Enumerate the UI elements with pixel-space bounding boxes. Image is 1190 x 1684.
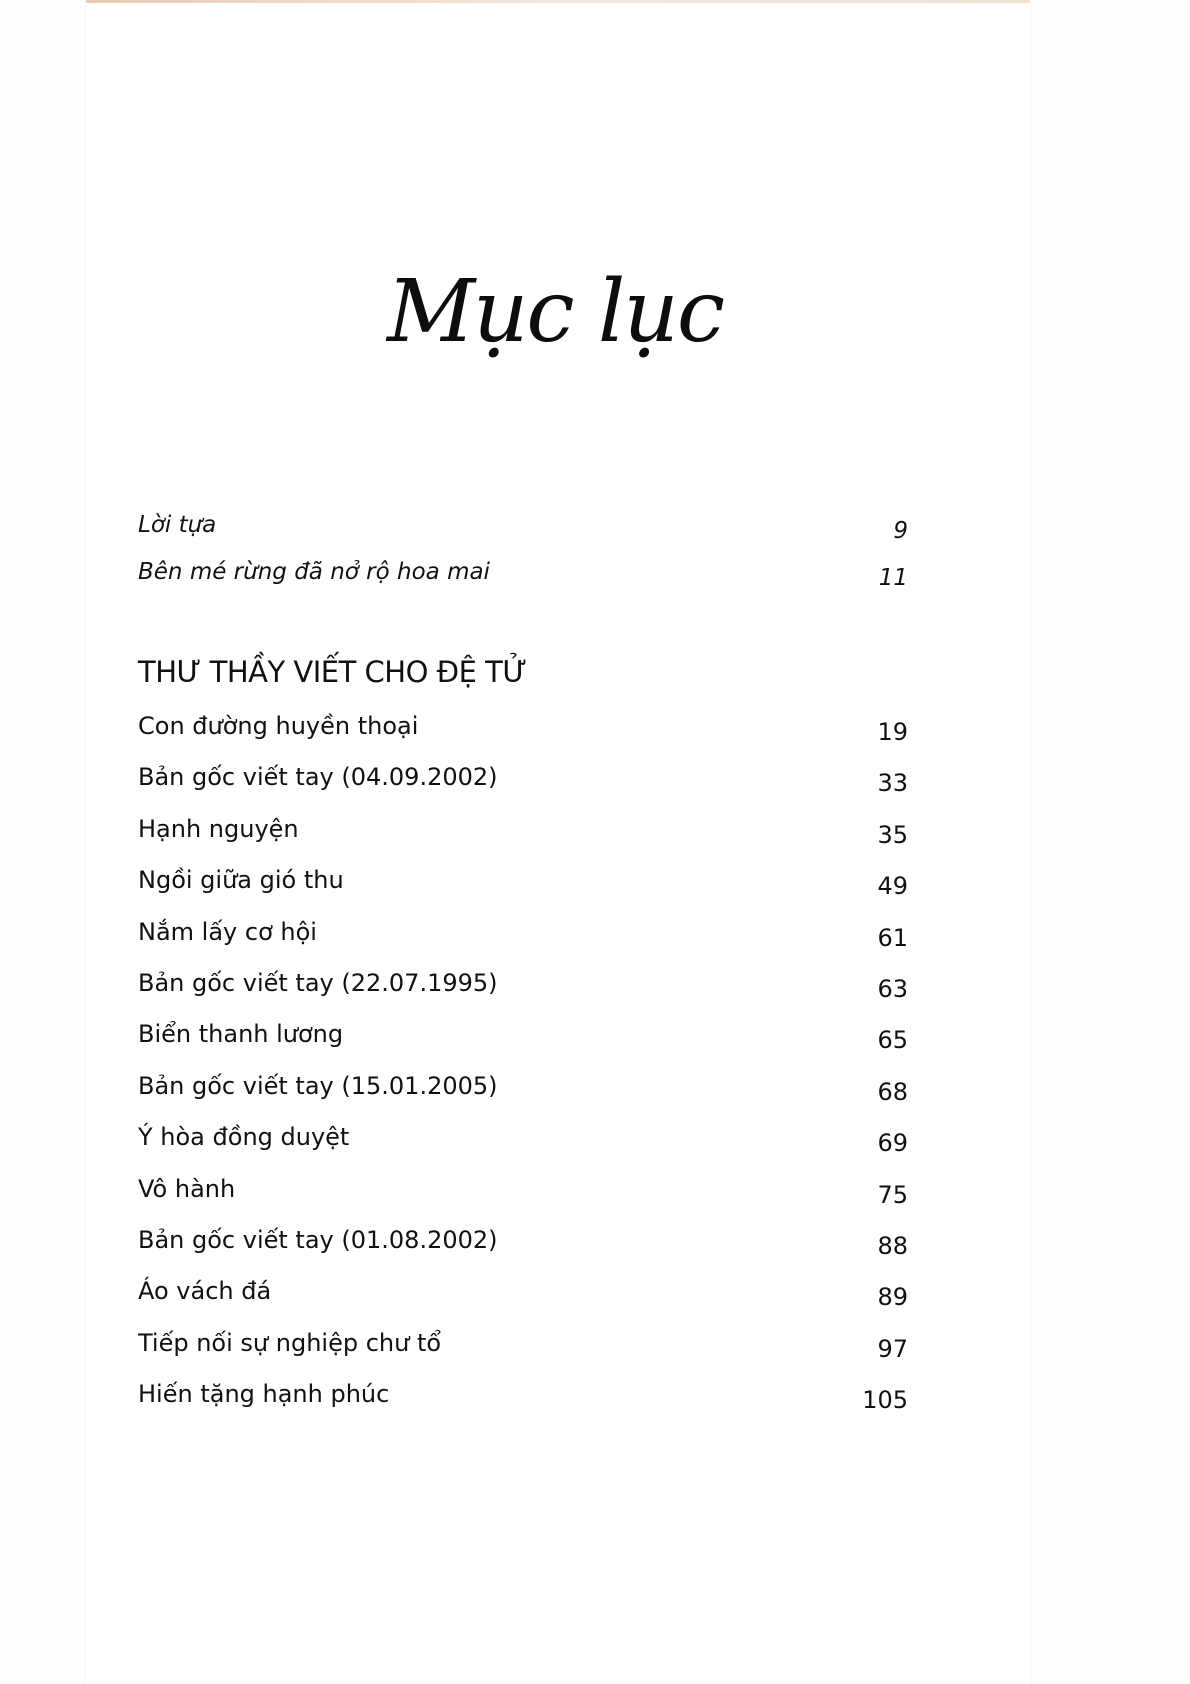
entry-page: 89 [877, 1283, 908, 1312]
entry-page: 75 [877, 1180, 908, 1209]
entry-title: Hiến tặng hạnh phúc [138, 1380, 390, 1409]
toc-entry [138, 862, 908, 901]
entry-page: 63 [877, 975, 908, 1003]
toc-entry [138, 965, 908, 1001]
toc-entry [138, 1222, 908, 1258]
entry-title: Hạnh nguyện [138, 814, 299, 843]
entry-page: 88 [877, 1232, 908, 1260]
entry-title: Biển thanh lương [138, 1020, 344, 1049]
entry-title: Ngồi giữa gió thu [138, 866, 344, 895]
entry-title: Bản gốc viết tay (22.07.1995) [138, 969, 498, 997]
entry-page: 35 [877, 820, 908, 849]
entry-page: 49 [877, 872, 908, 901]
entry-page: 97 [877, 1334, 908, 1363]
toc-entry [138, 1171, 908, 1207]
entry-page: 61 [877, 923, 908, 952]
entry-page: 68 [877, 1077, 908, 1106]
toc-entry [138, 1376, 908, 1415]
entry-page: 9 [893, 518, 908, 544]
toc-entry [138, 759, 908, 798]
page-edge [86, 0, 1030, 3]
toc-entry [138, 554, 908, 590]
toc-entry [138, 811, 908, 847]
entry-page: 19 [877, 718, 908, 746]
entry-page: 33 [877, 769, 908, 798]
toc-entry [138, 708, 908, 744]
entry-page: 69 [877, 1129, 908, 1158]
entry-title: Bản gốc viết tay (15.01.2005) [138, 1071, 498, 1100]
toc-entry [138, 1119, 908, 1158]
entry-title: Con đường huyền thoại [138, 712, 419, 740]
toc-entry [138, 507, 908, 543]
entry-title: Bản gốc viết tay (01.08.2002) [138, 1226, 498, 1254]
entry-page: 11 [878, 565, 908, 591]
toc-entry [138, 1016, 908, 1055]
entry-title: Áo vách đá [138, 1277, 272, 1306]
entry-title: Nắm lấy cơ hội [138, 917, 317, 946]
entry-page: 65 [877, 1026, 908, 1055]
entry-title: Lời tựa [138, 512, 217, 538]
entry-title: Vô hành [138, 1174, 236, 1203]
entry-title: Bên mé rừng đã nở rộ hoa mai [138, 559, 490, 585]
toc-entry [138, 1325, 908, 1361]
toc-entry [138, 1273, 908, 1312]
entry-title: Ý hòa đồng duyệt [138, 1123, 350, 1152]
entry-page: 105 [862, 1386, 908, 1415]
section-heading: THƯ THẦY VIẾT CHO ĐỆ TỬ [138, 655, 527, 689]
entry-title: Tiếp nối sự nghiệp chư tổ [138, 1328, 442, 1357]
toc-entry [138, 914, 908, 950]
entry-title: Bản gốc viết tay (04.09.2002) [138, 763, 498, 792]
toc-entry [138, 1068, 908, 1104]
page-title: Mục lục [386, 262, 723, 362]
